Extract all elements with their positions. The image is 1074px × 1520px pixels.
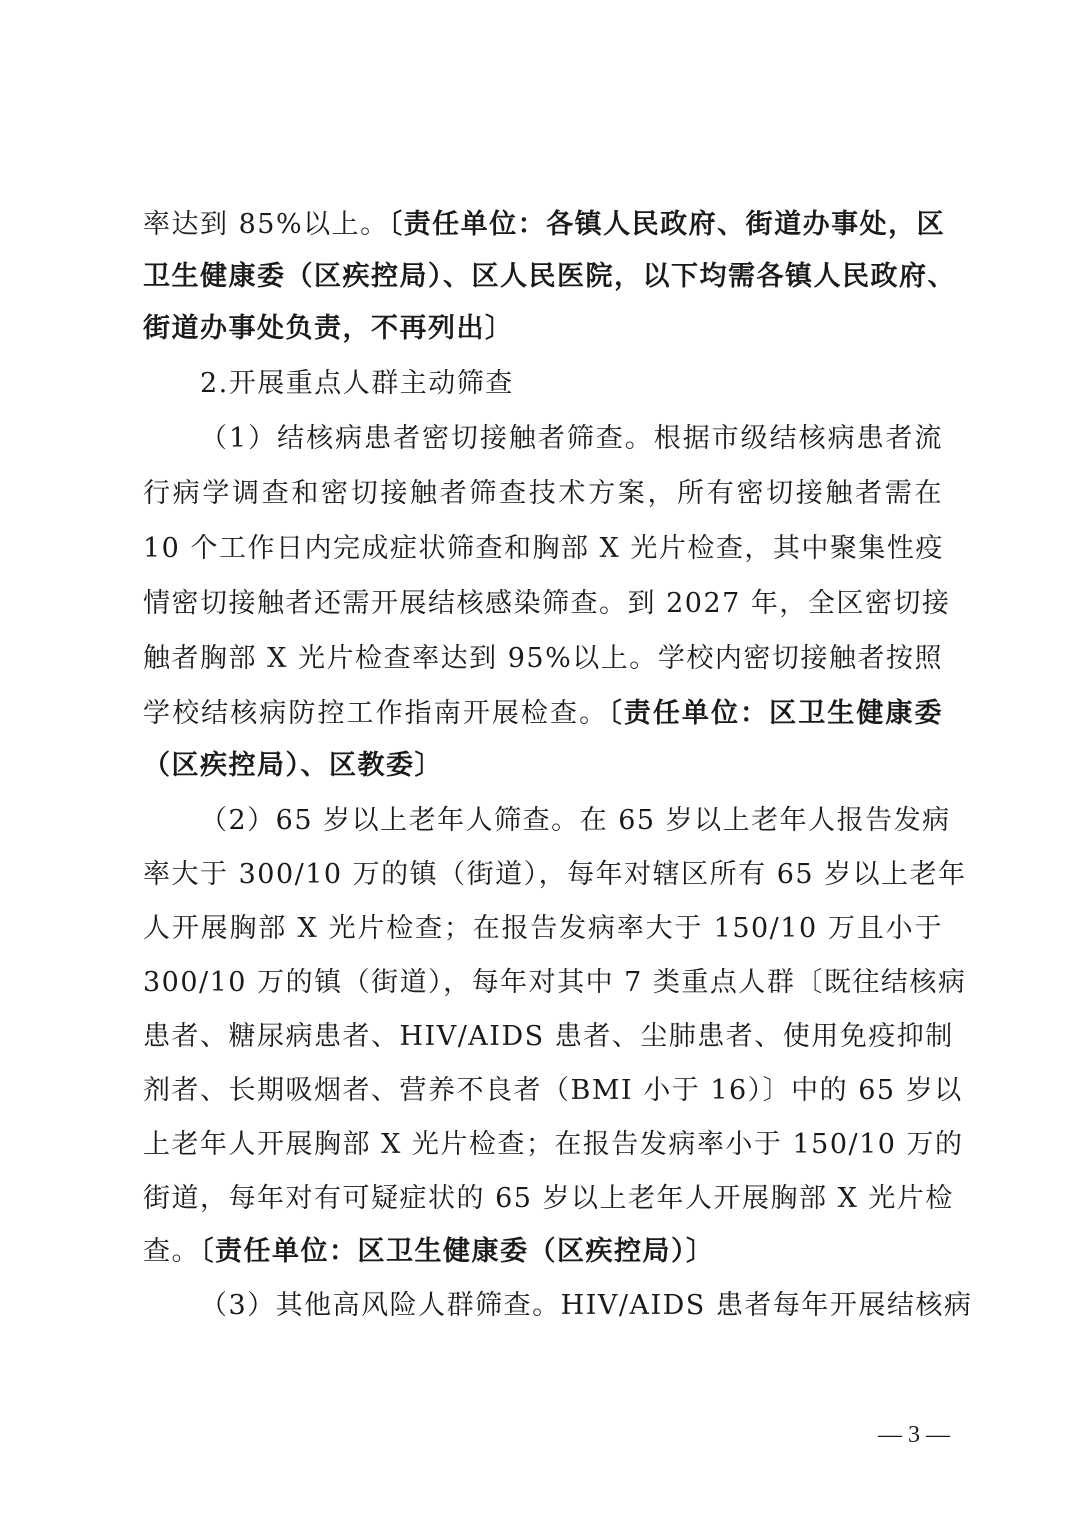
heading-2-text: 2.开展重点人群主动筛查: [200, 368, 514, 399]
line-6-text: 行病学调查和密切接触者筛查技术方案，所有密切接触者需在: [143, 478, 943, 509]
text-line-6: [143, 466, 943, 522]
line-2-responsibility: 卫生健康委（区疾控局）、区人民医院，以下均需各镇人民政府、: [143, 261, 956, 292]
line-15-text: 300/10 万的镇（街道），每年对其中 7 类重点人群〔既往结核病: [143, 967, 967, 998]
text-line-21: [200, 1278, 973, 1334]
line-20-responsibility: 〔责任单位：区卫生健康委（区疾控局）〕: [200, 1236, 715, 1267]
text-line-7: [143, 521, 943, 577]
line-14-text: 人开展胸部 X 光片检查；在报告发病率大于 150/10 万且小于: [143, 913, 943, 944]
line-18-text: 上老年人开展胸部 X 光片检查；在报告发病率小于 150/10 万的: [143, 1129, 964, 1160]
line-13-text: 率大于 300/10 万的镇（街道），每年对辖区所有 65 岁以上老年: [143, 859, 967, 890]
line-1-responsibility: 〔责任单位：各镇人民政府、街道办事处，区: [388, 209, 946, 240]
line-21-text: （3）其他高风险人群筛查。HIV/AIDS 患者每年开展结核病: [200, 1290, 973, 1321]
line-7-text: 10 个工作日内完成症状筛查和胸部 X 光片检查，其中聚集性疫: [143, 533, 944, 564]
text-line-13: [143, 847, 967, 903]
line-9-text: 触者胸部 X 光片检查率达到 95%以上。学校内密切接触者按照: [143, 643, 943, 674]
line-8-text: 情密切接触者还需开展结核感染筛查。到 2027 年，全区密切接: [143, 588, 951, 619]
text-line-15: [143, 955, 967, 1011]
line-5-text: （1）结核病患者密切接触者筛查。根据市级结核病患者流: [200, 423, 943, 454]
line-10-text: 学校结核病防控工作指南开展检查。: [143, 698, 609, 729]
line-10-responsibility: 〔责任单位：区卫生健康委: [608, 698, 944, 729]
section-heading-2: [200, 356, 943, 412]
text-line-10: [143, 686, 943, 742]
text-line-17: [143, 1063, 963, 1119]
text-line-11: [143, 738, 943, 794]
line-16-text: 患者、糖尿病患者、HIV/AIDS 患者、尘肺患者、使用免疫抑制: [143, 1021, 954, 1052]
text-line-8: [143, 576, 951, 632]
text-line-3: [143, 301, 943, 357]
line-1-text: 率达到 85%以上。: [143, 209, 389, 240]
text-line-19: [143, 1171, 954, 1227]
line-17-text: 剂者、长期吸烟者、营养不良者（BMI 小于 16）〕中的 65 岁以: [143, 1075, 963, 1106]
text-line-5: [200, 411, 943, 467]
text-line-12: [200, 793, 951, 849]
text-line-14: [143, 901, 943, 957]
text-line-2: [143, 249, 956, 305]
line-11-responsibility: （区疾控局）、区教委〕: [143, 750, 443, 781]
line-3-responsibility: 街道办事处负责，不再列出〕: [143, 313, 514, 344]
line-19-text: 街道，每年对有可疑症状的 65 岁以上老年人开展胸部 X 光片检: [143, 1183, 954, 1214]
line-20-text: 查。: [143, 1236, 200, 1267]
line-12-text: （2）65 岁以上老年人筛查。在 65 岁以上老年人报告发病: [200, 805, 951, 836]
text-line-16: [143, 1009, 954, 1065]
text-line-9: [143, 631, 943, 687]
page-number: — 3 —: [878, 1422, 950, 1448]
text-line-1: [143, 197, 946, 253]
text-line-18: [143, 1117, 964, 1173]
text-line-20: [143, 1224, 943, 1280]
